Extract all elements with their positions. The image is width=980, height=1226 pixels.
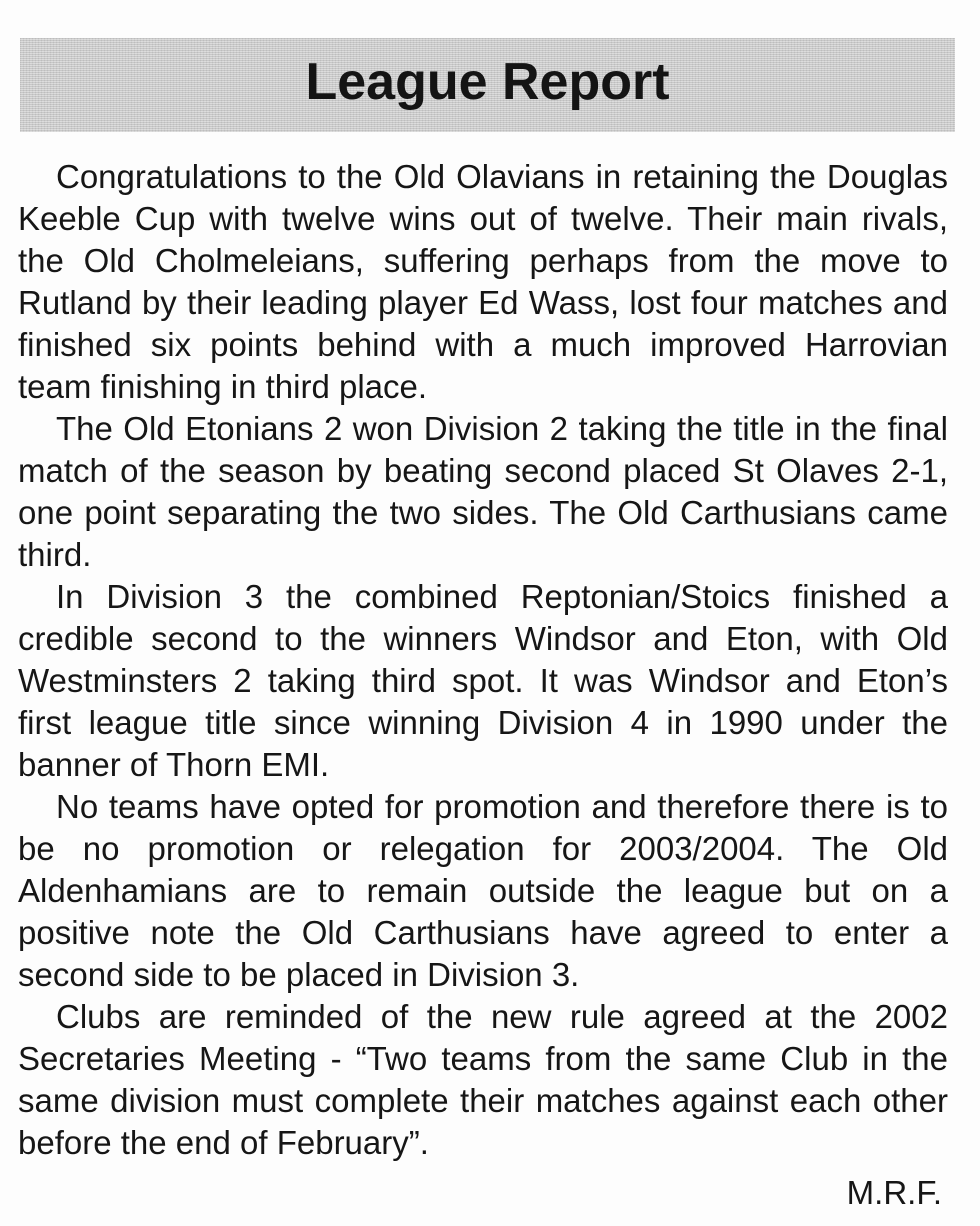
paragraph-division-1: Congratulations to the Old Olavians in retaining the Douglas Keeble Cup with twelve wins out of twelve. Their main rivals, the Old Cholmeleians, suffering perhaps from the move to Rutland by their leading player Ed Wass, lost four matches and finished six points behind with a much improved Harrovian team finishing in third place. [18, 158, 948, 405]
author-signature: M.R.F. [846, 1174, 942, 1211]
paragraph-division-2: The Old Etonians 2 won Division 2 taking the title in the final match of the season by beating second placed St Olaves 2-1, one point separating the two sides. The Old Carthusians came third. [18, 410, 948, 573]
paragraph-promotion: No teams have opted for promotion and therefore there is to be no promotion or relegation for 2003/2004. The Old Aldenhamians are to remain outside the league but on a positive note the Old Carthusians have agreed to enter a second side to be placed in Division 3. [18, 788, 948, 993]
page-title: League Report [305, 53, 670, 111]
article-body [18, 156, 948, 1164]
title-banner [20, 38, 955, 132]
paragraph-division-3: In Division 3 the combined Reptonian/Stoics finished a credible second to the winners Windsor and Eton, with Old Westminsters 2 taking third spot. It was Windsor and Eton’s first league title since winning Division 4 in 1990 under the banner of Thorn EMI. [18, 578, 948, 783]
paragraph-new-rule: Clubs are reminded of the new rule agreed at the 2002 Secretaries Meeting - “Two teams from the same Club in the same division must complete their matches against each other before the end of February”. [18, 998, 948, 1161]
